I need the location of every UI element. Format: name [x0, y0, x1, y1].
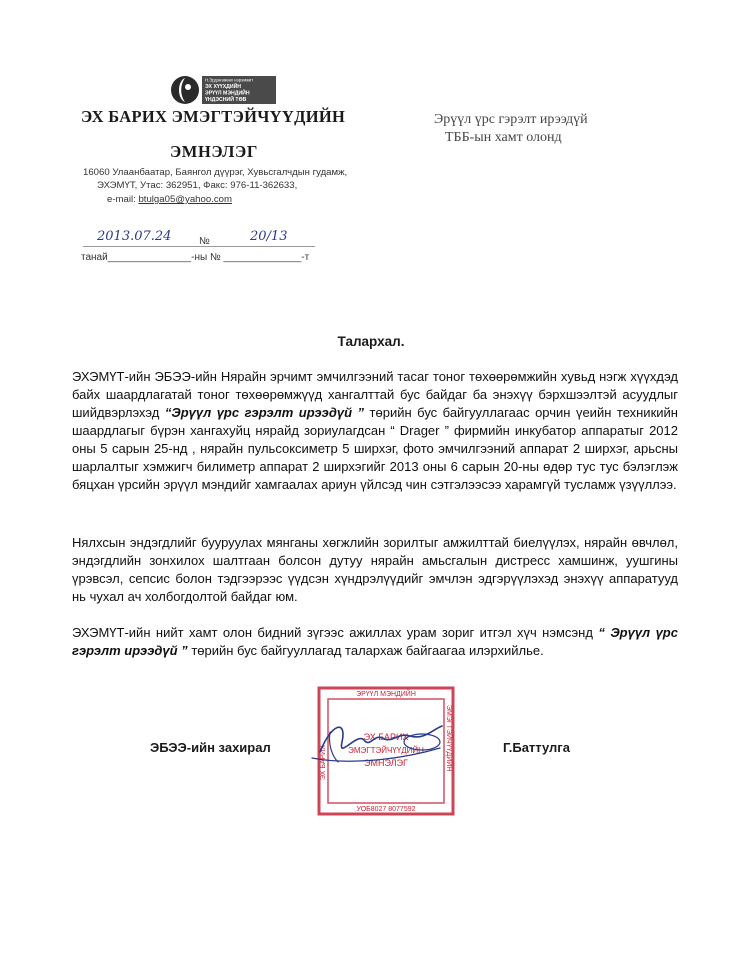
p3-text-b: төрийн бус байгууллагад талархаж байгаагаа илэрхийлье. [191, 643, 544, 658]
signature [302, 712, 452, 776]
p1-org-name: “Эрүүл үрс гэрэлт ирээдүй ” [164, 405, 365, 420]
handwritten-date: 2013.07.24 [97, 229, 172, 244]
logo-text-4: ҮНДЭСНИЙ ТӨВ [205, 97, 247, 103]
logo-text-1: Н.Эрдэнэмөнх нэрэмжит [205, 77, 254, 83]
stamp-right-text: ЭМЭГТЭЙЧҮҮДИЙН [445, 705, 452, 772]
email-line [107, 194, 232, 205]
stamp-center-1: ЭХ БАРИХ [363, 732, 409, 742]
address-line1: 16060 Улаанбаатар, Баянгол дүүрэг, Хувьсгалчдын гудамж, [83, 167, 348, 178]
email-label: e-mail: [107, 194, 136, 205]
logo-text-2: ЭХ ХҮҮХДИЙН [205, 84, 242, 90]
recipient-line1: Эрүүл үрс гэрэлт ирээдүй [434, 112, 588, 127]
reply-reference-row: танай_______________-ны № ______________-т [81, 252, 310, 263]
stamp-center-3: ЭМНЭЛЭГ [364, 758, 408, 768]
stamp-left-text: ЭХ БАРИХ [320, 745, 327, 780]
p1-text-a: ЭХЭМҮТ-ийн ЭБЭЭ-ийн Нярайн эрчимт эмчилгээний тасаг тоног төхөөрөмжийн хувьд нэгж хүүхдэд байх шаардлагатай тоног төхөөрөмжүүд хангалттай бус байдаг ба энэхүү бэрхшээлтэй асуудлыг шийдвэрлэхэд [72, 369, 678, 420]
stamp-bottom-text: УОБ8027 8077592 [356, 806, 416, 813]
paragraph-1 [72, 368, 678, 494]
logo-text-3: ЭРҮҮЛ МЭНДИЙН [205, 90, 250, 97]
org-name-line1: ЭХ БАРИХ ЭМЭГТЭЙЧҮҮДИЙН [81, 107, 346, 126]
director-title: ЭБЭЭ-ийн захирал [150, 740, 271, 755]
paragraph-3 [72, 624, 678, 660]
hospital-logo [168, 73, 278, 107]
letter-title: Талархал. [337, 334, 405, 349]
org-name-line2: ЭМНЭЛЭГ [170, 142, 258, 161]
number-label: № [199, 236, 210, 247]
address-line2: ЭХЭМҮТ, Утас: 362951, Факс: 976-11-362633, [97, 180, 298, 191]
director-name: Г.Баттулга [503, 740, 570, 755]
handwritten-number: 20/13 [250, 229, 288, 244]
p3-text-a: ЭХЭМҮТ-ийн нийт хамт олон бидний зүгээс ажиллах урам зориг итгэл хүч нэмсэнд [72, 625, 593, 640]
recipient-line2: ТББ-ын хамт олонд [445, 130, 562, 145]
p1-text-b: төрийн бус байгууллагаас орчин үеийн техникийн шаардлагыг бүрэн хангахуйц нярайд зориулагдсан “ Drager ” фирмийн инкубатор аппаратыг 2012 оны 5 сарын 25-нд , нярайн пульсоксиметр 5 ширхэг, фото эмчилгээний аппарат 2 ширхэг, арьсны шарлалтыг хэмжигч билиметр аппарат 2 ширхэгийг 2013 оны 6 сарын 20-ны өдөр тус тус бэлэглэж бяцхан үрсийн эрүүл мэндийг хамгаалах ариун үйлсэд чин сэтгэлээсээ харамгүй тусламж үзүүллээ. [72, 405, 678, 492]
stamp-top-text: ЭРҮҮЛ МЭНДИЙН [356, 691, 416, 698]
stamp-center-2: ЭМЭГТЭЙЧҮҮДИЙН [348, 746, 424, 755]
email-link[interactable]: btulga05@yahoo.com [138, 194, 232, 205]
p3-org-name: “ Эрүүл үрс гэрэлт ирээдүй ” [72, 625, 678, 658]
paragraph-2: Нялхсын эндэгдлийг бууруулах мянганы хөгжлийн зорилтыг амжилттай биелүүлэх, нярайн өвчлөл, эндэгдлийн зонхилох шалтгаан болсон дутуу нярайн амьсгалын дистресс хамшинж, уушгины үрэвсэл, сепсис болон тэдгээрээс үүдсэн хүндрэлүүдийг эмчлэн эдгэрүүлэхэд энэхүү аппаратууд нь чухал ач холбогдолтой байдаг юм. [72, 535, 678, 604]
